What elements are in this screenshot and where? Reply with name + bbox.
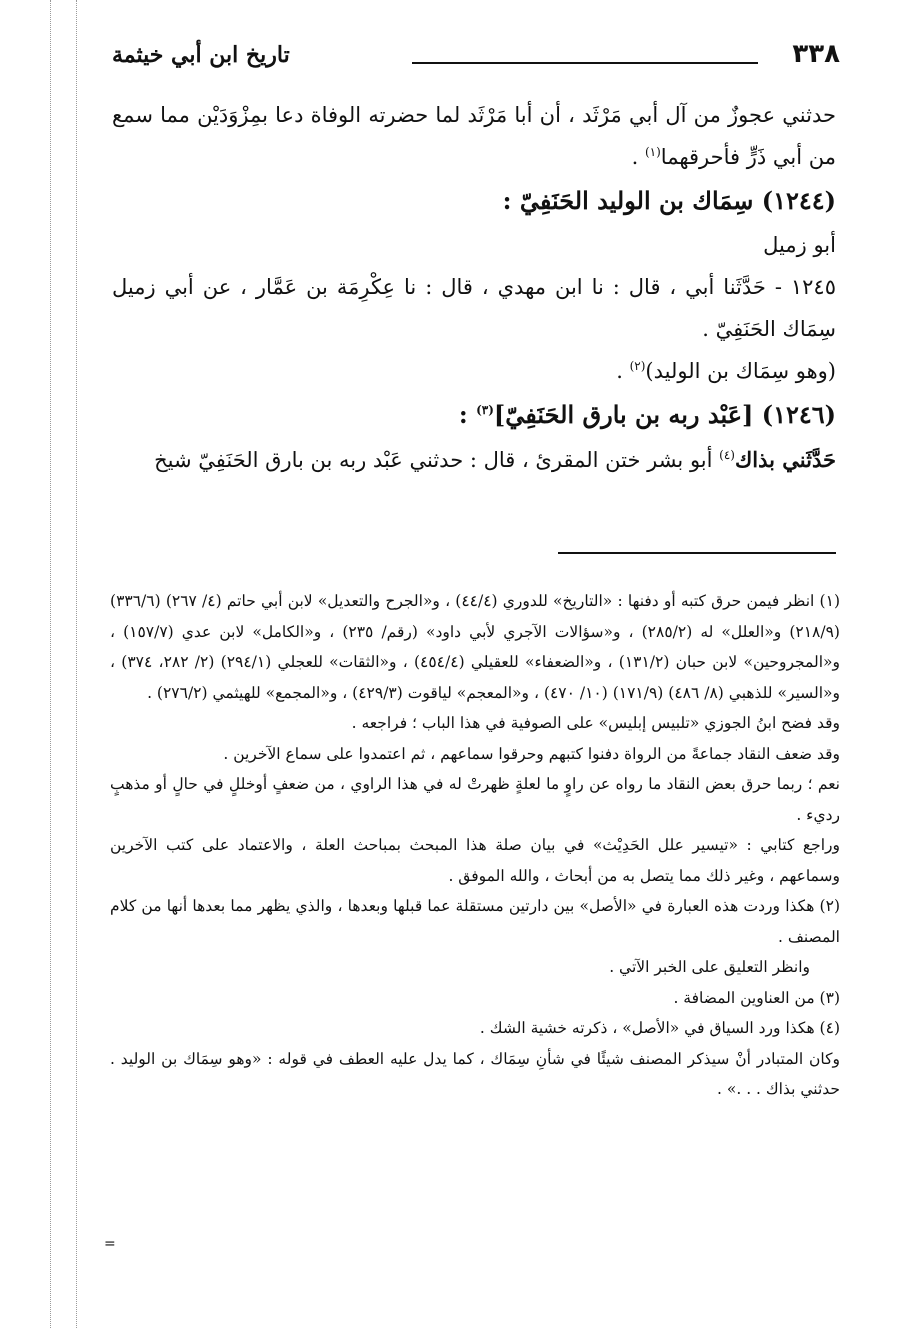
page-number: ٣٣٨ [792,39,840,69]
footnote-4: (٤) هكذا ورد السياق في «الأصل» ، ذكرته خشية الشك . [479,1019,840,1037]
paragraph-text: حدثني عجوزٌ من آل أبي مَرْثَد ، أن أبا مَرْثَد لما حضرته الوفاة دعا بمِزْوَدَيْن مما سمع من أبي ذَرٍّ فأحرقهما [112,103,836,169]
narration-word: حَدَّثَني بذاك [734,447,836,472]
main-paragraph [112,350,836,392]
footnote-4-continuation: وكان المتبادر أنْ سيذكر المصنف شيئًا في شأنِ سِمَاك ، كما يدل عليه العطف في قوله : «وهو سِمَاك بن الوليد . حدثني بذاك . . .» . [110,1049,840,1098]
scan-dotted-line-left [76,0,77,1328]
heading-text: (١٢٤٦) [عَبْد ربه بن بارق الحَنَفِيّ] [493,400,836,429]
hadith-paragraph: ١٢٤٥ - حَدَّثَنا أبي ، قال : نا ابن مهدي ، قال : نا عِكْرِمَة بن عَمَّار ، عن أبي زميل سِمَاك الحَنَفِيّ . [112,275,836,341]
footnote-2-continuation: وانظر التعليق على الخبر الآتي . [609,958,810,976]
footnote-2: (٢) هكذا وردت هذه العبارة في «الأصل» بين دارتين مستقلة عما قبلها وبعدها ، والذي يظهر مما بعدها أنها من كلام المصنف . [110,897,840,946]
footnote-divider [558,552,836,554]
heading-end: : [458,400,477,429]
paragraph-end: . [616,359,630,383]
footnote-ref: (٣) [476,403,494,417]
footnote-ref: (١) [644,145,661,159]
footnote-1-continuation: وقد فضح ابنُ الجوزي «تلبيس إبليس» على الصوفية في هذا الباب ؛ فراجعه . [351,714,840,732]
paragraph-text: أبو بشر ختن المقرئ ، قال : حدثني عَبْد ربه بن بارق الحَنَفِيّ شيخ [154,448,720,472]
main-text [112,94,836,482]
book-title: تاريخ ابن أبي خيثمة [112,42,290,68]
footnote-1-continuation: وقد ضعف النقاد جماعةً من الرواة دفنوا كتبهم وحرقوا سماعهم ، ثم اعتمدوا على سماع الآخرين . [223,744,840,763]
page-header [112,38,840,78]
main-paragraph: أبو زميل [763,233,836,257]
footnote-1-continuation: نعم ؛ ربما حرق بعض النقاد ما رواه عن راوٍ ما لعلةٍ ظهرتْ له في هذا الراوي ، من ضعفٍ أوخللٍ في حالٍ أو مذهبٍ رديء . [110,775,840,824]
paragraph-text: (وهو سِمَاك بن الوليد) [645,359,836,383]
footnote-ref: (٤) [719,448,735,462]
entry-heading: (١٢٤٤) سِمَاك بن الوليد الحَنَفِيّ : [502,186,836,215]
footnotes [110,586,840,1105]
footnote-ref: (٢) [629,359,646,373]
continuation-mark: = [104,1236,116,1252]
main-paragraph [112,94,836,178]
main-paragraph [112,438,836,482]
header-rule [412,62,758,64]
footnote-1: (١) انظر فيمن حرق كتبه أو دفنها : «التاريخ» للدوري (٤٤/٤) ، و«الجرح والتعديل» لابن أبي حاتم (٤/ ٢٦٧) (٣٣٦/٦) (٢١٨/٩) و«العلل» له (٢٨٥/٢) ، و«سؤالات الآجري لأبي داود» (رقم/ ٢٣٥) ، و«الكامل» لابن عدي (١٥٧/٧) ، و«المجروحين» لابن حبان (١٣١/٢) ، و«الضعفاء» للعقيلي (٤٥٤/٤) ، و«الثقات» للعجلي (٢٩٤/١) (٢/ ٢٨٢، ٣٧٤) ، و«السير» للذهبي (٨/ ٤٨٦) (١٧١/٩) (١٠/ ٤٧٠) ، و«المعجم» لياقوت (٤٢٩/٣) ، و«المجمع» للهيثمي (٢٧٦/٢) . [110,592,840,702]
scan-dotted-line-left-2 [50,0,51,1328]
footnote-3: (٣) من العناوين المضافة . [673,988,840,1007]
footnote-1-continuation: وراجع كتابي : «تيسير علل الحَدِيْث» في بيان صلة هذا المبحث بمباحث العلة ، والاعتماد على كتب الآخرين وسماعهم ، وغير ذلك مما يتصل به من أبحاث ، والله الموفق . [110,836,840,885]
paragraph-end: . [631,145,645,169]
entry-heading [112,392,836,438]
